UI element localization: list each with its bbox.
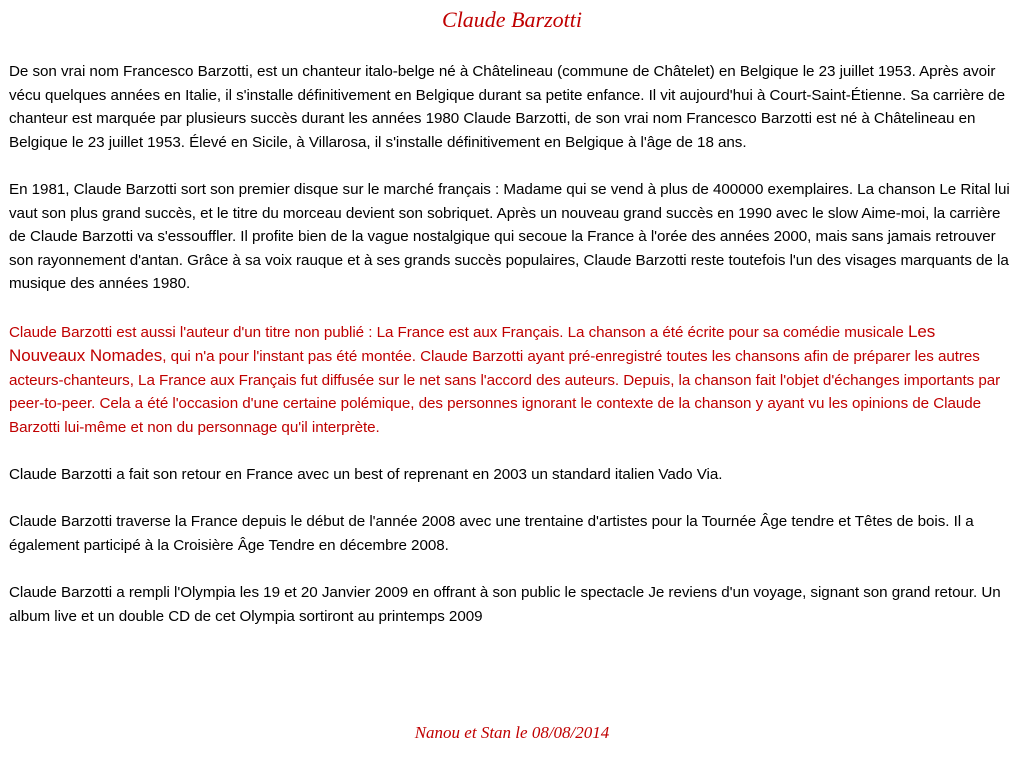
- paragraph-biography: De son vrai nom Francesco Barzotti, est un chanteur italo-belge né à Châtelineau (commune de Châtelet) en Belgique le 23 juillet 1953. Après avoir vécu quelques années en Italie, il s'installe définitivement en Belgique durant sa petite enfance. Il vit aujourd'hui à Court-Saint-Étienne. Sa carrière de chanteur est marquée par plusieurs succès durant les années 1980 Claude Barzotti, de son vrai nom Francesco Barzotti est né à Châtelineau en Belgique le 23 juillet 1953. Élevé en Sicile, à Villarosa, il s'installe définitivement en Belgique à l'âge de 18 ans.: [9, 63, 1005, 151]
- article-body: [9, 60, 1013, 652]
- paragraph-unpublished-song-text-2: , qui n'a pour l'instant pas été montée. Claude Barzotti ayant pré-enregistré toutes les chansons afin de préparer les autres acteurs-chanteurs, La France aux Français fut diffusée sur le net sans l'accord des auteurs. Depuis, la chanson fait l'objet d'échanges importants par peer-to-peer. Cela a été l'occasion d'une certaine polémique, des personnes ignorant le contexte de la chanson y ayant vu les opinions de Claude Barzotti lui-même et non du personnage qu'il interprète.: [9, 348, 1001, 436]
- paragraph-comeback: Claude Barzotti a fait son retour en France avec un best of reprenant en 2003 un standard italien Vado Via.: [9, 466, 723, 484]
- paragraph-unpublished-song: [9, 320, 1013, 440]
- musical-title: Les Nouveaux Nomades: [9, 321, 936, 366]
- paragraph-tour: Claude Barzotti traverse la France depuis le début de l'année 2008 avec une trentaine d'artistes pour la Tournée Âge tendre et Têtes de bois. Il a également participé à la Croisière Âge Tendre en décembre 2008.: [9, 513, 974, 554]
- paragraph-career: En 1981, Claude Barzotti sort son premier disque sur le marché français : Madame qui se vend à plus de 400000 exemplaires. La chanson Le Rital lui vaut son plus grand succès, et le titre du morceau devient son sobriquet. Après un nouveau grand succès en 1990 avec le slow Aime-moi, la carrière de Claude Barzotti va s'essouffler. Il profite bien de la vague nostalgique qui secoue la France à l'orée des années 2000, mais sans jamais retrouver son rayonnement d'antan. Grâce à sa voix rauque et à ses grands succès populaires, Claude Barzotti reste toutefois l'un des visages marquants de la musique des années 1980.: [9, 180, 1010, 293]
- footer-signature: Nanou et Stan le 08/08/2014: [414, 723, 610, 742]
- paragraph-olympia: Claude Barzotti a rempli l'Olympia les 19 et 20 Janvier 2009 en offrant à son public le spectacle Je reviens d'un voyage, signant son grand retour. Un album live et un double CD de cet Olympia sortiront au printemps 2009: [9, 584, 1001, 625]
- page-title: Claude Barzotti: [442, 7, 582, 32]
- paragraph-unpublished-song-text-1: Claude Barzotti est aussi l'auteur d'un titre non publié : La France est aux Français. La chanson a été écrite pour sa comédie musicale: [9, 323, 908, 341]
